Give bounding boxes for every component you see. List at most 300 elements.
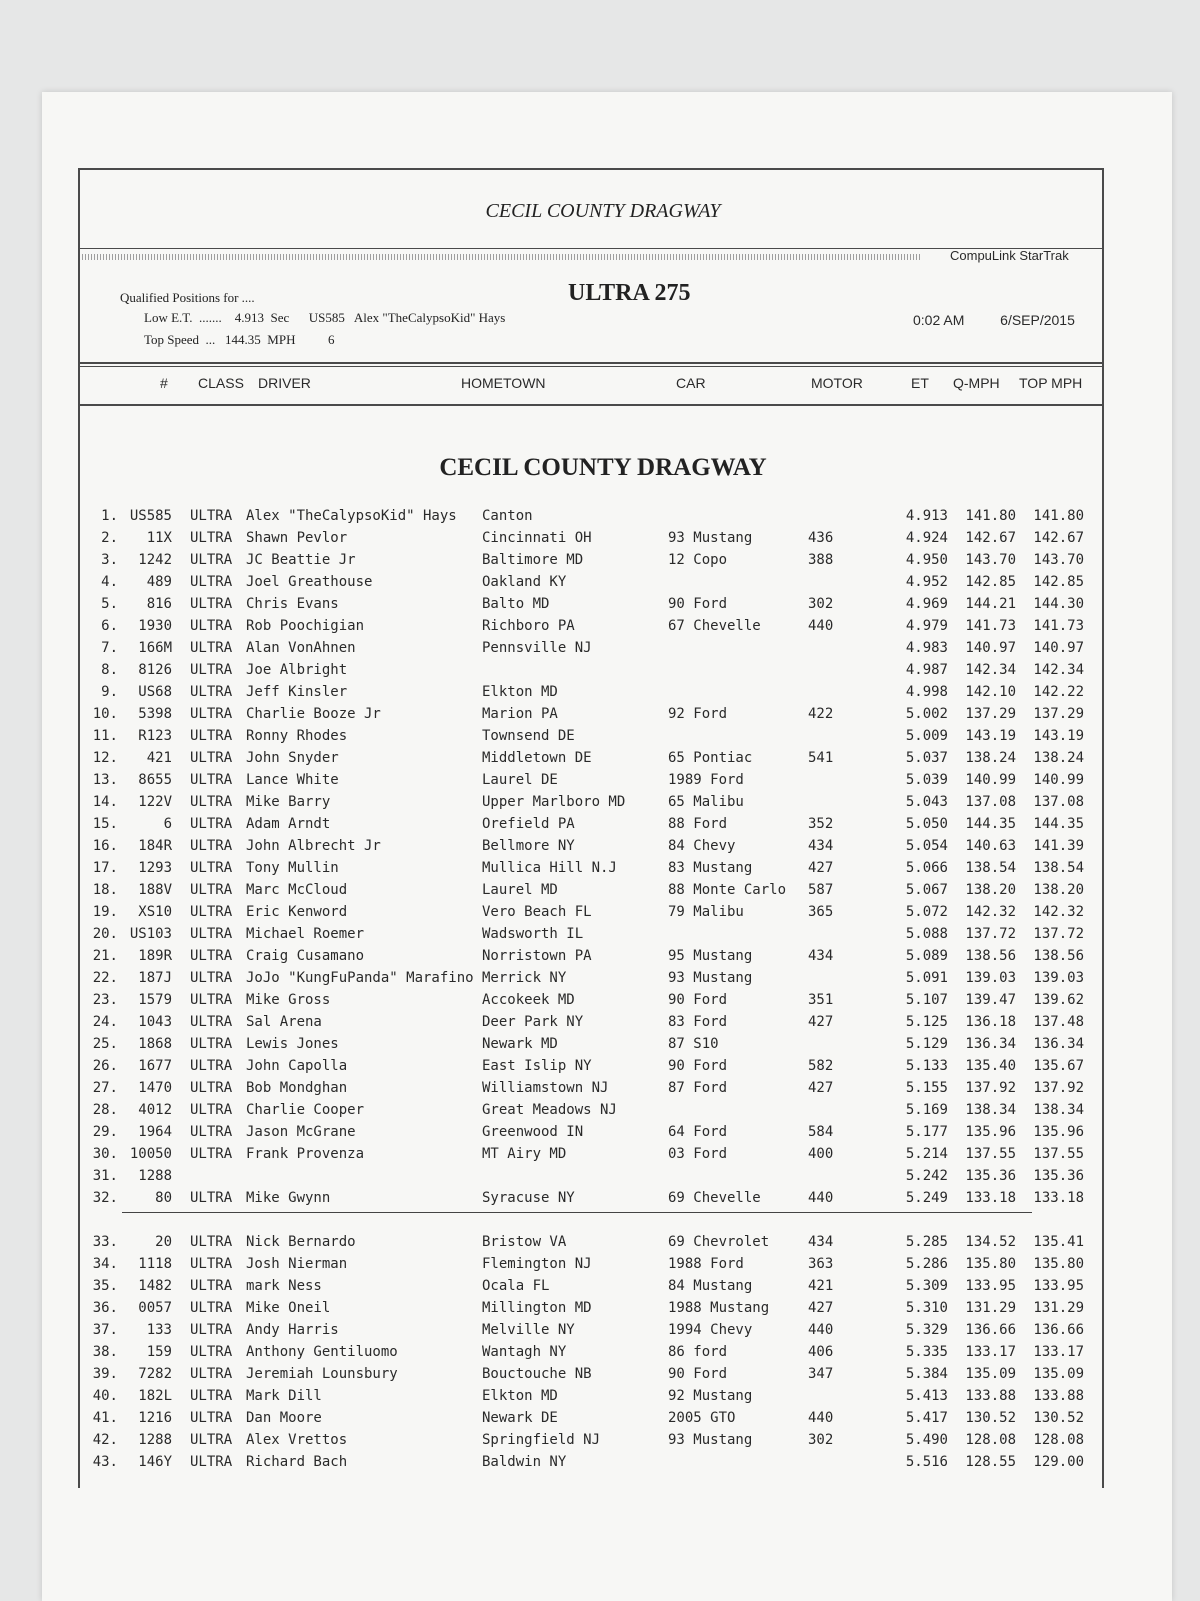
cell-car-number: R123 — [138, 728, 172, 744]
table-row — [78, 684, 1128, 706]
cell-top-mph: 133.88 — [1033, 1388, 1084, 1404]
cell-motor: 427 — [808, 1300, 834, 1316]
table-row — [78, 1344, 1128, 1366]
cell-hometown: Millington MD — [482, 1300, 592, 1316]
cell-motor: 541 — [808, 750, 834, 766]
cell-driver: Marc McCloud — [246, 882, 348, 898]
cell-car-number: 1677 — [138, 1058, 172, 1074]
table-row — [78, 1234, 1128, 1256]
cell-top-mph: 135.80 — [1033, 1256, 1084, 1272]
cell-q-mph: 133.17 — [965, 1344, 1016, 1360]
cell-hometown: Wantagh NY — [482, 1344, 567, 1360]
cell-et: 5.417 — [905, 1410, 948, 1426]
cell-position: 23. — [92, 992, 118, 1008]
cell-q-mph: 137.92 — [965, 1080, 1016, 1096]
cell-top-mph: 142.67 — [1033, 530, 1084, 546]
cell-motor: 440 — [808, 1410, 834, 1426]
cell-car-number: 184R — [138, 838, 172, 854]
cell-position: 35. — [92, 1278, 118, 1294]
cell-class: ULTRA — [190, 1278, 233, 1294]
table-row — [78, 1410, 1128, 1432]
cell-hometown: Williamstown NJ — [482, 1080, 609, 1096]
cell-et: 5.335 — [905, 1344, 948, 1360]
cell-class: ULTRA — [190, 1124, 233, 1140]
cell-hometown: Laurel MD — [482, 882, 558, 898]
cell-et: 5.490 — [905, 1432, 948, 1448]
cell-motor: 582 — [808, 1058, 834, 1074]
cell-car-number: 10050 — [129, 1146, 172, 1162]
table-row — [78, 1300, 1128, 1322]
cell-hometown: Upper Marlboro MD — [482, 794, 626, 810]
cell-et: 4.983 — [905, 640, 948, 656]
frame-top-line — [78, 168, 1104, 170]
table-row — [78, 970, 1128, 992]
col-hometown: HOMETOWN — [461, 375, 546, 391]
cell-et: 5.089 — [905, 948, 948, 964]
cell-driver: JC Beattie Jr — [246, 552, 356, 568]
cell-et: 5.091 — [905, 970, 948, 986]
cell-et: 5.516 — [905, 1454, 948, 1470]
cell-car: 69 Chevelle — [668, 1190, 761, 1206]
cell-class: ULTRA — [190, 640, 233, 656]
cell-et: 4.950 — [905, 552, 948, 568]
table-row — [78, 750, 1128, 772]
cell-motor: 440 — [808, 618, 834, 634]
cell-position: 6. — [101, 618, 118, 634]
cell-top-mph: 139.03 — [1033, 970, 1084, 986]
cell-hometown: Flemington NJ — [482, 1256, 592, 1272]
cell-top-mph: 129.00 — [1033, 1454, 1084, 1470]
cell-hometown: Deer Park NY — [482, 1014, 584, 1030]
cell-car: 88 Monte Carlo — [668, 882, 787, 898]
cell-q-mph: 140.63 — [965, 838, 1016, 854]
cell-position: 7. — [101, 640, 118, 656]
cell-class: ULTRA — [190, 1344, 233, 1360]
cell-hometown: Springfield NJ — [482, 1432, 601, 1448]
cell-position: 12. — [92, 750, 118, 766]
cell-class: ULTRA — [190, 926, 233, 942]
cell-driver: Charlie Booze Jr — [246, 706, 381, 722]
cell-et: 4.969 — [905, 596, 948, 612]
cell-hometown: Bellmore NY — [482, 838, 575, 854]
cell-driver: Chris Evans — [246, 596, 339, 612]
table-row — [78, 552, 1128, 574]
cell-position: 2. — [101, 530, 118, 546]
cell-q-mph: 143.19 — [965, 728, 1016, 744]
cell-et: 5.107 — [905, 992, 948, 1008]
cell-position: 8. — [101, 662, 118, 678]
cell-et: 5.088 — [905, 926, 948, 942]
cell-position: 14. — [92, 794, 118, 810]
cell-motor: 388 — [808, 552, 834, 568]
cell-car: 92 Ford — [668, 706, 728, 722]
table-row — [78, 992, 1128, 1014]
cell-car: 64 Ford — [668, 1124, 728, 1140]
cell-top-mph: 135.67 — [1033, 1058, 1084, 1074]
cell-top-mph: 137.08 — [1033, 794, 1084, 810]
table-row — [78, 1388, 1128, 1410]
cell-et: 5.067 — [905, 882, 948, 898]
cell-et: 5.072 — [905, 904, 948, 920]
cell-hometown: Newark DE — [482, 1410, 558, 1426]
cell-position: 37. — [92, 1322, 118, 1338]
cell-top-mph: 142.85 — [1033, 574, 1084, 590]
col-topmph: TOP MPH — [1019, 375, 1083, 391]
cell-driver: Alex "TheCalypsoKid" Hays — [246, 508, 457, 524]
cell-position: 31. — [92, 1168, 118, 1184]
col-motor: MOTOR — [811, 375, 863, 391]
cell-hometown: Marion PA — [482, 706, 558, 722]
cell-hometown: Laurel DE — [482, 772, 558, 788]
table-row — [78, 1454, 1128, 1476]
cell-car-number: 489 — [146, 574, 172, 590]
table-row — [78, 948, 1128, 970]
cell-car-number: 1118 — [138, 1256, 172, 1272]
cell-car: 83 Ford — [668, 1014, 728, 1030]
cell-car: 95 Mustang — [668, 948, 753, 964]
cell-car: 79 Malibu — [668, 904, 744, 920]
table-row — [78, 1014, 1128, 1036]
cell-car: 1989 Ford — [668, 772, 744, 788]
cell-top-mph: 133.95 — [1033, 1278, 1084, 1294]
cell-hometown: Orefield PA — [482, 816, 575, 832]
cell-car: 1988 Ford — [668, 1256, 744, 1272]
cell-q-mph: 128.55 — [965, 1454, 1016, 1470]
cell-car-number: 0057 — [138, 1300, 172, 1316]
cell-q-mph: 136.18 — [965, 1014, 1016, 1030]
cell-q-mph: 130.52 — [965, 1410, 1016, 1426]
cell-driver: Mike Gross — [246, 992, 331, 1008]
cell-car-number: 20 — [155, 1234, 172, 1250]
cell-et: 5.129 — [905, 1036, 948, 1052]
cell-motor: 587 — [808, 882, 834, 898]
cell-q-mph: 133.18 — [965, 1190, 1016, 1206]
cell-car-number: 1242 — [138, 552, 172, 568]
table-row — [78, 1432, 1128, 1454]
cell-car-number: 159 — [146, 1344, 172, 1360]
cell-position: 16. — [92, 838, 118, 854]
table-row — [78, 574, 1128, 596]
cell-motor: 440 — [808, 1322, 834, 1338]
cell-class: ULTRA — [190, 684, 233, 700]
cell-top-mph: 131.29 — [1033, 1300, 1084, 1316]
cell-hometown: Canton — [482, 508, 533, 524]
cell-q-mph: 137.72 — [965, 926, 1016, 942]
cell-q-mph: 133.95 — [965, 1278, 1016, 1294]
cell-q-mph: 144.35 — [965, 816, 1016, 832]
cell-position: 10. — [92, 706, 118, 722]
cell-hometown: Syracuse NY — [482, 1190, 575, 1206]
cell-car-number: 1579 — [138, 992, 172, 1008]
table-row — [78, 596, 1128, 618]
table-row — [78, 1168, 1128, 1190]
cell-top-mph: 139.62 — [1033, 992, 1084, 1008]
cell-class: ULTRA — [190, 618, 233, 634]
cell-driver: Joe Albright — [246, 662, 348, 678]
cell-car: 88 Ford — [668, 816, 728, 832]
cell-car-number: 182L — [138, 1388, 172, 1404]
col-car: CAR — [676, 375, 706, 391]
cell-q-mph: 144.21 — [965, 596, 1016, 612]
cell-q-mph: 131.29 — [965, 1300, 1016, 1316]
cell-top-mph: 135.36 — [1033, 1168, 1084, 1184]
cell-car: 65 Pontiac — [668, 750, 753, 766]
track-title: CECIL COUNTY DRAGWAY — [485, 200, 721, 222]
cell-position: 4. — [101, 574, 118, 590]
cell-q-mph: 138.54 — [965, 860, 1016, 876]
cell-motor: 347 — [808, 1366, 834, 1382]
cell-position: 33. — [92, 1234, 118, 1250]
cell-class: ULTRA — [190, 662, 233, 678]
cell-hometown: Balto MD — [482, 596, 550, 612]
cell-motor: 302 — [808, 596, 834, 612]
cell-position: 27. — [92, 1080, 118, 1096]
cell-class: ULTRA — [190, 1190, 233, 1206]
cell-class: ULTRA — [190, 1234, 233, 1250]
cell-car-number: 11X — [146, 530, 172, 546]
table-row — [78, 1278, 1128, 1300]
col-driver: DRIVER — [258, 375, 311, 391]
cell-car: 93 Mustang — [668, 970, 753, 986]
col-qmph: Q-MPH — [953, 375, 1000, 391]
cell-q-mph: 142.10 — [965, 684, 1016, 700]
cell-q-mph: 135.09 — [965, 1366, 1016, 1382]
cell-car-number: 1288 — [138, 1168, 172, 1184]
cell-top-mph: 133.17 — [1033, 1344, 1084, 1360]
cell-driver: Sal Arena — [246, 1014, 322, 1030]
vendor-label: CompuLink StarTrak — [950, 248, 1069, 263]
cell-q-mph: 135.80 — [965, 1256, 1016, 1272]
cell-q-mph: 134.52 — [965, 1234, 1016, 1250]
cell-q-mph: 139.47 — [965, 992, 1016, 1008]
cell-driver: Dan Moore — [246, 1410, 322, 1426]
cell-car-number: 189R — [138, 948, 172, 964]
cell-driver: Jason McGrane — [246, 1124, 356, 1140]
cell-class: ULTRA — [190, 970, 233, 986]
cell-hometown: Greenwood IN — [482, 1124, 584, 1140]
cell-top-mph: 135.09 — [1033, 1366, 1084, 1382]
cell-et: 4.987 — [905, 662, 948, 678]
cut-line — [122, 1212, 1032, 1213]
cell-top-mph: 142.22 — [1033, 684, 1084, 700]
cell-et: 5.214 — [905, 1146, 948, 1162]
cell-class: ULTRA — [190, 530, 233, 546]
cell-position: 42. — [92, 1432, 118, 1448]
cell-hometown: Richboro PA — [482, 618, 575, 634]
table-row — [78, 1256, 1128, 1278]
cell-class: ULTRA — [190, 1366, 233, 1382]
cell-motor: 421 — [808, 1278, 834, 1294]
low-et-line: Low E.T. ....... 4.913 Sec US585 Alex "TheCalypsoKid" Hays — [144, 310, 506, 325]
cell-motor: 434 — [808, 838, 834, 854]
table-row — [78, 1146, 1128, 1168]
cell-hometown: Accokeek MD — [482, 992, 575, 1008]
cell-position: 17. — [92, 860, 118, 876]
cell-car: 90 Ford — [668, 596, 728, 612]
col-et: ET — [911, 375, 929, 391]
cell-q-mph: 138.20 — [965, 882, 1016, 898]
cell-driver: Mark Dill — [246, 1388, 322, 1404]
cell-hometown: Pennsville NJ — [482, 640, 592, 656]
cell-position: 26. — [92, 1058, 118, 1074]
cell-hometown: Norristown PA — [482, 948, 592, 964]
columns-divider — [78, 404, 1104, 406]
table-row — [78, 618, 1128, 640]
cell-driver: Mike Gwynn — [246, 1190, 331, 1206]
cell-driver: John Capolla — [246, 1058, 348, 1074]
cell-q-mph: 140.99 — [965, 772, 1016, 788]
cell-top-mph: 138.24 — [1033, 750, 1084, 766]
cell-motor: 440 — [808, 1190, 834, 1206]
table-row — [78, 1080, 1128, 1102]
cell-hometown: Mullica Hill N.J — [482, 860, 617, 876]
cell-car-number: 7282 — [138, 1366, 172, 1382]
cell-et: 5.310 — [905, 1300, 948, 1316]
cell-driver: Anthony Gentiluomo — [246, 1344, 398, 1360]
cell-car-number: 188V — [138, 882, 172, 898]
cell-driver: Tony Mullin — [246, 860, 339, 876]
cell-driver: Jeff Kinsler — [246, 684, 348, 700]
cell-et: 5.039 — [905, 772, 948, 788]
cell-q-mph: 141.80 — [965, 508, 1016, 524]
cell-hometown: Newark MD — [482, 1036, 558, 1052]
cell-class: ULTRA — [190, 1146, 233, 1162]
cell-class: ULTRA — [190, 1410, 233, 1426]
cell-car-number: 1470 — [138, 1080, 172, 1096]
cell-top-mph: 138.20 — [1033, 882, 1084, 898]
cell-et: 5.054 — [905, 838, 948, 854]
cell-class: ULTRA — [190, 1388, 233, 1404]
cell-driver: Joel Greathouse — [246, 574, 373, 590]
cell-q-mph: 136.66 — [965, 1322, 1016, 1338]
table-row — [78, 1190, 1128, 1212]
cell-motor: 436 — [808, 530, 834, 546]
cell-class: ULTRA — [190, 1256, 233, 1272]
cell-car: 87 Ford — [668, 1080, 728, 1096]
cell-car: 1988 Mustang — [668, 1300, 770, 1316]
cell-hometown: Merrick NY — [482, 970, 567, 986]
cell-class: ULTRA — [190, 574, 233, 590]
cell-q-mph: 142.32 — [965, 904, 1016, 920]
cell-class: ULTRA — [190, 1454, 233, 1470]
cell-driver: Rob Poochigian — [246, 618, 365, 634]
class-title: ULTRA 275 — [568, 280, 691, 306]
cell-et: 5.009 — [905, 728, 948, 744]
table-row — [78, 794, 1128, 816]
cell-driver: mark Ness — [246, 1278, 322, 1294]
cell-driver: Jeremiah Lounsbury — [246, 1366, 398, 1382]
cell-position: 43. — [92, 1454, 118, 1470]
cell-q-mph: 138.24 — [965, 750, 1016, 766]
cell-driver: Craig Cusamano — [246, 948, 365, 964]
table-row — [78, 816, 1128, 838]
cell-q-mph: 143.70 — [965, 552, 1016, 568]
cell-motor: 427 — [808, 860, 834, 876]
cell-car-number: XS10 — [138, 904, 172, 920]
table-row — [78, 904, 1128, 926]
cell-motor: 584 — [808, 1124, 834, 1140]
table-row — [78, 1058, 1128, 1080]
cell-car: 90 Ford — [668, 1058, 728, 1074]
table-row — [78, 926, 1128, 948]
cell-driver: Mike Barry — [246, 794, 331, 810]
cell-car: 69 Chevrolet — [668, 1234, 770, 1250]
cell-hometown: Ocala FL — [482, 1278, 550, 1294]
cell-car-number: 133 — [146, 1322, 172, 1338]
cell-position: 39. — [92, 1366, 118, 1382]
cell-q-mph: 136.34 — [965, 1036, 1016, 1052]
cell-car-number: 6 — [163, 816, 172, 832]
cell-position: 19. — [92, 904, 118, 920]
cell-car: 1994 Chevy — [668, 1322, 753, 1338]
table-row — [78, 1322, 1128, 1344]
cell-car: 84 Chevy — [668, 838, 736, 854]
cell-q-mph: 140.97 — [965, 640, 1016, 656]
cell-class: ULTRA — [190, 838, 233, 854]
cell-q-mph: 138.34 — [965, 1102, 1016, 1118]
cell-q-mph: 138.56 — [965, 948, 1016, 964]
cell-top-mph: 138.56 — [1033, 948, 1084, 964]
cell-et: 5.329 — [905, 1322, 948, 1338]
cell-driver: Charlie Cooper — [246, 1102, 365, 1118]
cell-top-mph: 141.73 — [1033, 618, 1084, 634]
cell-hometown: Bouctouche NB — [482, 1366, 592, 1382]
cell-position: 9. — [101, 684, 118, 700]
cell-class: ULTRA — [190, 596, 233, 612]
cell-class: ULTRA — [190, 1102, 233, 1118]
cell-q-mph: 142.67 — [965, 530, 1016, 546]
cell-driver: Ronny Rhodes — [246, 728, 348, 744]
cell-class: ULTRA — [190, 816, 233, 832]
cell-et: 4.998 — [905, 684, 948, 700]
cell-class: ULTRA — [190, 1036, 233, 1052]
cell-driver: Alan VonAhnen — [246, 640, 356, 656]
cell-car-number: 80 — [155, 1190, 172, 1206]
cell-top-mph: 136.34 — [1033, 1036, 1084, 1052]
cell-class: ULTRA — [190, 948, 233, 964]
cell-et: 5.249 — [905, 1190, 948, 1206]
cell-car-number: 4012 — [138, 1102, 172, 1118]
table-row — [78, 882, 1128, 904]
cell-car-number: 1293 — [138, 860, 172, 876]
cell-class: ULTRA — [190, 1432, 233, 1448]
cell-car: 03 Ford — [668, 1146, 728, 1162]
cell-et: 5.043 — [905, 794, 948, 810]
cell-car: 92 Mustang — [668, 1388, 753, 1404]
cell-hometown: MT Airy MD — [482, 1146, 567, 1162]
cell-et: 5.037 — [905, 750, 948, 766]
cell-top-mph: 137.48 — [1033, 1014, 1084, 1030]
table-row — [78, 662, 1128, 684]
cell-position: 36. — [92, 1300, 118, 1316]
cell-et: 5.384 — [905, 1366, 948, 1382]
cell-class: ULTRA — [190, 1080, 233, 1096]
qualified-label: Qualified Positions for .... — [120, 290, 255, 305]
cell-motor: 363 — [808, 1256, 834, 1272]
cell-motor: 302 — [808, 1432, 834, 1448]
cell-position: 32. — [92, 1190, 118, 1206]
cell-top-mph: 137.29 — [1033, 706, 1084, 722]
cell-q-mph: 135.96 — [965, 1124, 1016, 1140]
cell-class: ULTRA — [190, 882, 233, 898]
cell-et: 5.133 — [905, 1058, 948, 1074]
cell-q-mph: 139.03 — [965, 970, 1016, 986]
cell-q-mph: 137.08 — [965, 794, 1016, 810]
cell-q-mph: 128.08 — [965, 1432, 1016, 1448]
cell-car: 84 Mustang — [668, 1278, 753, 1294]
cell-et: 5.066 — [905, 860, 948, 876]
cell-class: ULTRA — [190, 508, 233, 524]
